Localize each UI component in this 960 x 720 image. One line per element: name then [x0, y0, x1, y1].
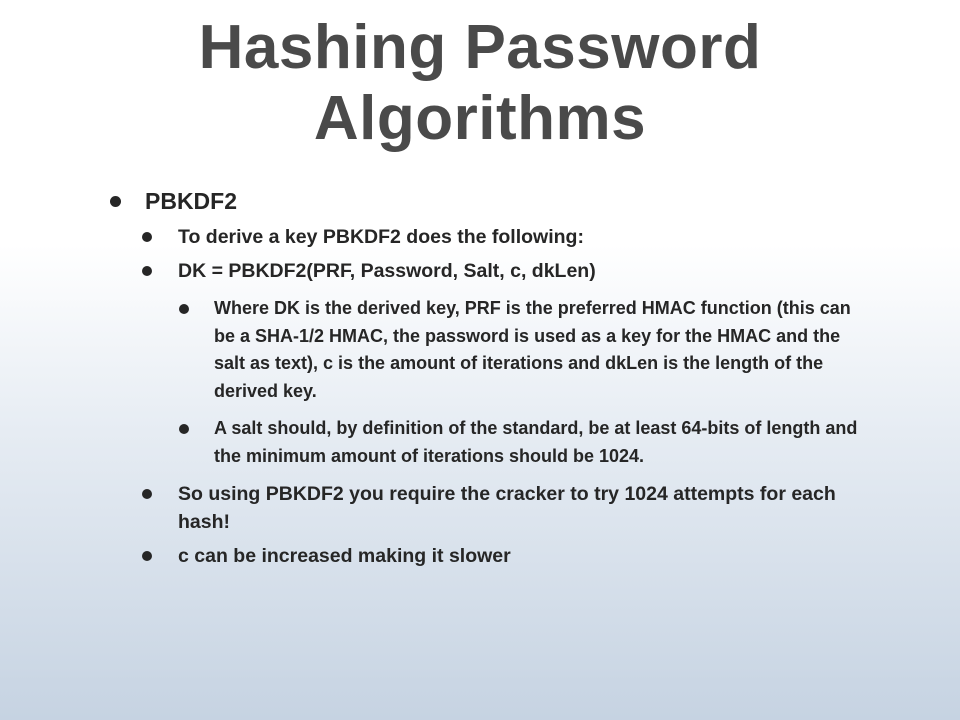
- bullet-text: A salt should, by definition of the standard, be at least 64-bits of length and the minimum amount of iterations should be 1024.: [214, 418, 858, 466]
- bullet-dot-icon: [142, 551, 152, 561]
- bullet-dot-icon: [142, 489, 152, 499]
- bullet-salt-requirement: [105, 415, 865, 470]
- bullet-text: DK = PBKDF2(PRF, Password, Salt, c, dkLen): [178, 260, 596, 282]
- bullet-text: PBKDF2: [145, 188, 238, 214]
- bullet-cracker-attempts: [105, 480, 865, 536]
- title-line-2: Algorithms: [313, 84, 647, 153]
- slide-title: [100, 12, 860, 154]
- bullet-text: c can be increased making it slower: [178, 545, 511, 567]
- bullet-dot-icon: [142, 266, 152, 276]
- bullet-dot-icon: [110, 196, 121, 207]
- bullet-dot-icon: [179, 304, 189, 314]
- bullet-dot-icon: [179, 424, 189, 434]
- title-line-1: Hashing Password: [198, 13, 762, 82]
- bullet-dk-definition: [105, 295, 865, 405]
- bullet-list: [105, 185, 865, 570]
- bullet-derive-key: [105, 223, 865, 251]
- bullet-pbkdf2: [105, 185, 865, 217]
- bullet-increase-c: [105, 542, 865, 570]
- bullet-text: So using PBKDF2 you require the cracker to try 1024 attempts for each hash!: [178, 483, 836, 533]
- slide-content: [105, 185, 865, 570]
- bullet-text: To derive a key PBKDF2 does the following:: [178, 226, 584, 248]
- bullet-dot-icon: [142, 232, 152, 242]
- bullet-text: Where DK is the derived key, PRF is the preferred HMAC function (this can be a SHA-1/2 HMAC, the password is used as a key for the HMAC and the salt as text), c is the amount of iterations and dkLen is the length of the derived key.: [214, 298, 851, 401]
- bullet-dk-formula: [105, 257, 865, 285]
